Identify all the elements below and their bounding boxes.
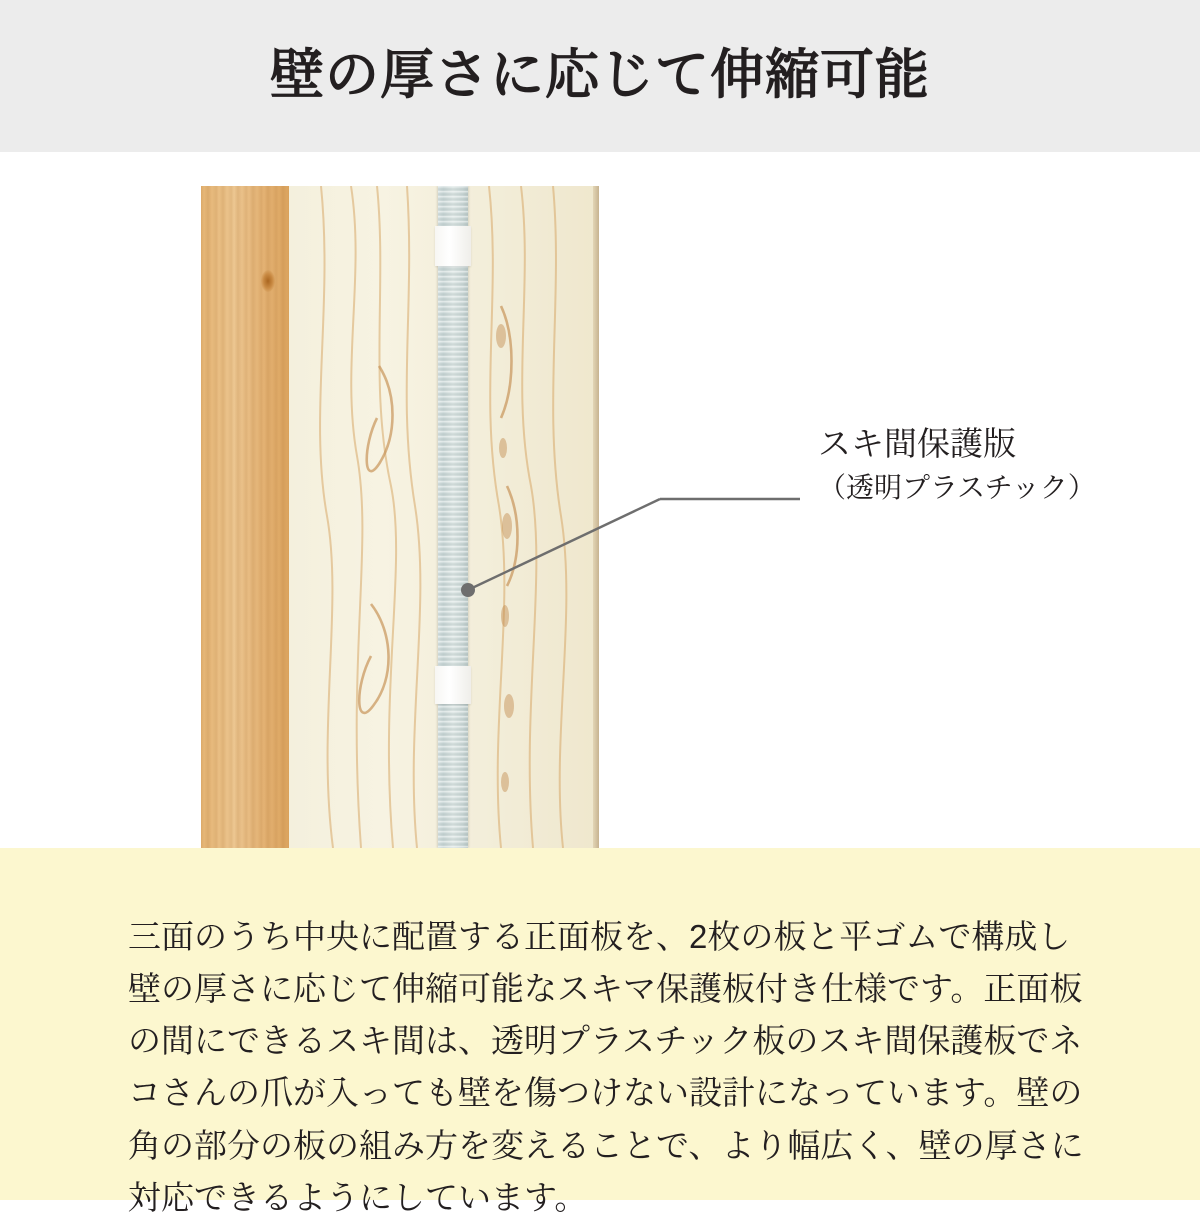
page-title: 壁の厚さに応じて伸縮可能 (270, 45, 930, 106)
transparent-plastic-strip (438, 186, 468, 848)
callout-label (818, 424, 1138, 506)
photo-right-edge (593, 186, 599, 848)
wood-grain-decoration (201, 186, 599, 848)
description-text: 三面のうち中央に配置する正面板を、2枚の板と平ゴムで構成し壁の厚さに応じて伸縮可能なスキマ保護板付き仕様です。正面板の間にできるスキ間は、透明プラスチック板のスキ間保護板でネコさんの爪が入っても壁を傷つけない設計になっています。壁の角の部分の板の組み方を変えることで、より幅広く、壁の厚さに対応できるようにしています。 (128, 918, 1084, 1216)
callout-title: スキ間保護版 (818, 425, 1016, 462)
header-band (0, 0, 1200, 152)
strip-clip-top (435, 226, 471, 266)
strip-clip-bottom (435, 666, 471, 704)
wooden-wall-corner-photo (201, 186, 599, 848)
description-panel (0, 848, 1200, 1216)
callout-subtitle: （透明プラスチック） (818, 471, 1096, 503)
figure-area (0, 152, 1200, 848)
